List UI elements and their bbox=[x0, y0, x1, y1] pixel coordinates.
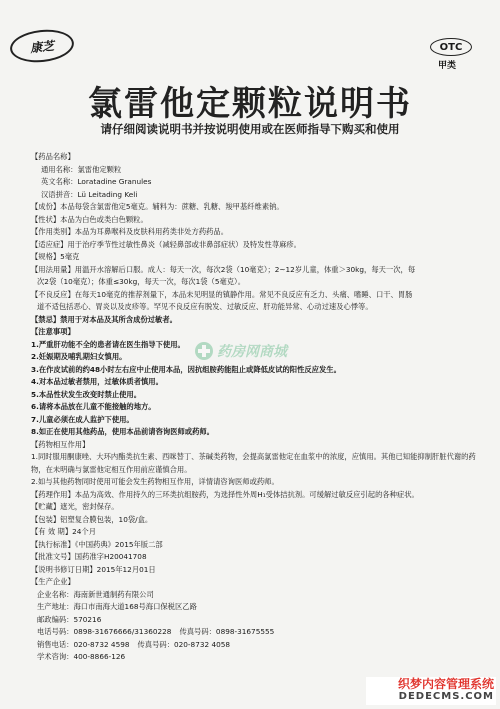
brand-logo: 康芝 bbox=[9, 27, 76, 66]
page-title: 氯雷他定颗粒说明书 bbox=[88, 84, 412, 124]
interaction-item-2: 2.如与其他药物同时使用可能会发生药物相互作用，详情请咨询医师或药师。 bbox=[31, 477, 279, 486]
fax-number: 传真号码：0898-31675555 bbox=[179, 627, 275, 636]
instruction-body bbox=[31, 151, 479, 664]
precaution-item: 4.对本品过敏者禁用，过敏体质者慎用。 bbox=[31, 377, 163, 386]
adverse-line-2: 道不适包括恶心、胃炎以及皮疹等。罕见不良反应有脱发、过敏反应、肝功能异常、心动过速及心悸等。 bbox=[37, 302, 373, 311]
site-watermark bbox=[366, 677, 496, 705]
properties: 【性状】本品为白色或类白色颗粒。 bbox=[31, 214, 148, 224]
manufacturer-label: 【生产企业】 bbox=[31, 577, 75, 586]
precaution-item: 2.妊娠期及哺乳期妇女慎用。 bbox=[31, 352, 127, 361]
drug-name-label: 【药品名称】 bbox=[31, 152, 75, 161]
adverse-line-1: 【不良反应】在每天10毫克的推荐剂量下，本品未见明显的镇静作用。常见不良反应有乏力、头痛、嗜睡、口干、胃肠 bbox=[31, 289, 413, 299]
precautions-label: 【注意事项】 bbox=[31, 327, 75, 336]
sales-row bbox=[31, 639, 479, 652]
precaution-item: 6.请将本品放在儿童不能接触的地方。 bbox=[31, 402, 156, 411]
site-watermark-line1: 织梦内容管理系统 bbox=[397, 677, 494, 691]
approval-number: 【批准文号】国药准字H20041708 bbox=[31, 552, 147, 561]
contraindications: 【禁忌】禁用于对本品及其所含成份过敏者。 bbox=[31, 314, 177, 324]
validity: 【有 效 期】24个月 bbox=[31, 527, 97, 536]
academic-hotline: 学术咨询：400-8866-126 bbox=[37, 652, 126, 661]
otc-category: 甲类 bbox=[438, 61, 457, 71]
ingredients: 【成份】本品每袋含氯雷他定5毫克。辅料为：蔗糖、乳糖、羧甲基纤维素钠。 bbox=[31, 202, 284, 211]
storage: 【贮藏】遮光，密封保存。 bbox=[31, 502, 119, 511]
specification: 【规格】5毫克 bbox=[31, 252, 80, 261]
dosage-line-2: 次2袋（10毫克）；体重≤30kg，每天一次，每次1袋（5毫克）。 bbox=[37, 277, 245, 286]
precaution-item: 8.如正在使用其他药品，使用本品前请咨询医师或药师。 bbox=[31, 427, 214, 436]
precaution-item: 3.在作皮试前的约48小时左右应中止使用本品，因抗组胺药能阻止或降低皮试的阳性反应发生。 bbox=[31, 364, 341, 374]
pinyin-name: 汉语拼音：Lü Leitading Keli bbox=[41, 189, 138, 199]
otc-badge: OTC bbox=[430, 38, 472, 56]
precaution-item: 1.严重肝功能不全的患者请在医生指导下使用。 bbox=[31, 339, 185, 349]
phone-row bbox=[31, 626, 479, 639]
page-subtitle: 请仔细阅读说明书并按说明使用或在医师指导下购买和使用 bbox=[100, 122, 400, 136]
dosage-line-1: 【用法用量】用温开水溶解后口服。成人：每天一次，每次2袋（10毫克）；2~12岁儿童，体重＞30kg，每天一次，每 bbox=[31, 264, 416, 274]
revision-date: 【说明书修订日期】2015年12月01日 bbox=[31, 564, 156, 574]
pharmacology: 【药理作用】本品为高效、作用持久的三环类抗组胺药，为选择性外周H₁受体拮抗剂。可缓解过敏反应引起的各种症状。 bbox=[31, 489, 419, 499]
sales-phone: 销售电话：020-8732 4598 bbox=[37, 639, 130, 649]
packaging: 【包装】铝塑复合膜包装，10袋/盒。 bbox=[31, 514, 153, 524]
phone-number: 电话号码：0898-31676666/31360228 bbox=[37, 627, 172, 636]
site-watermark-line2: DEDECMS.COM bbox=[398, 691, 494, 702]
execution-standard: 【执行标准】《中国药典》2015年版二部 bbox=[31, 539, 163, 549]
drug-category: 【作用类别】本品为耳鼻喉科及皮肤科用药类非处方药药品。 bbox=[31, 227, 229, 236]
interaction-item-1: 1.同时服用酮康唑、大环内酯类抗生素、西咪替丁、茶碱类药物，会提高氯雷他定在血浆中的浓度，应慎用。其他已知能抑制肝脏代谢的药物，在未明确与氯雷他定相互作用前应谨慎合用。 bbox=[31, 452, 476, 474]
watermark-text: 药房网商城 bbox=[217, 344, 287, 360]
sales-fax: 传真号码：020-8732 4058 bbox=[137, 639, 231, 649]
interactions-label: 【药物相互作用】 bbox=[31, 439, 90, 449]
postcode: 邮政编码：570216 bbox=[37, 614, 102, 624]
company-name: 企业名称：海南新世通制药有限公司 bbox=[37, 589, 154, 599]
company-address: 生产地址：海口市南海大道168号海口保税区乙路 bbox=[37, 602, 197, 611]
precaution-item: 5.本品性状发生改变时禁止使用。 bbox=[31, 389, 142, 399]
precaution-item: 7.儿童必须在成人监护下使用。 bbox=[31, 414, 134, 424]
generic-name: 通用名称：氯雷他定颗粒 bbox=[41, 164, 122, 174]
indications: 【适应症】用于治疗季节性过敏性鼻炎（减轻鼻部或非鼻部症状）及特发性荨麻疹。 bbox=[31, 239, 301, 249]
english-name: 英文名称：Loratadine Granules bbox=[41, 177, 152, 186]
